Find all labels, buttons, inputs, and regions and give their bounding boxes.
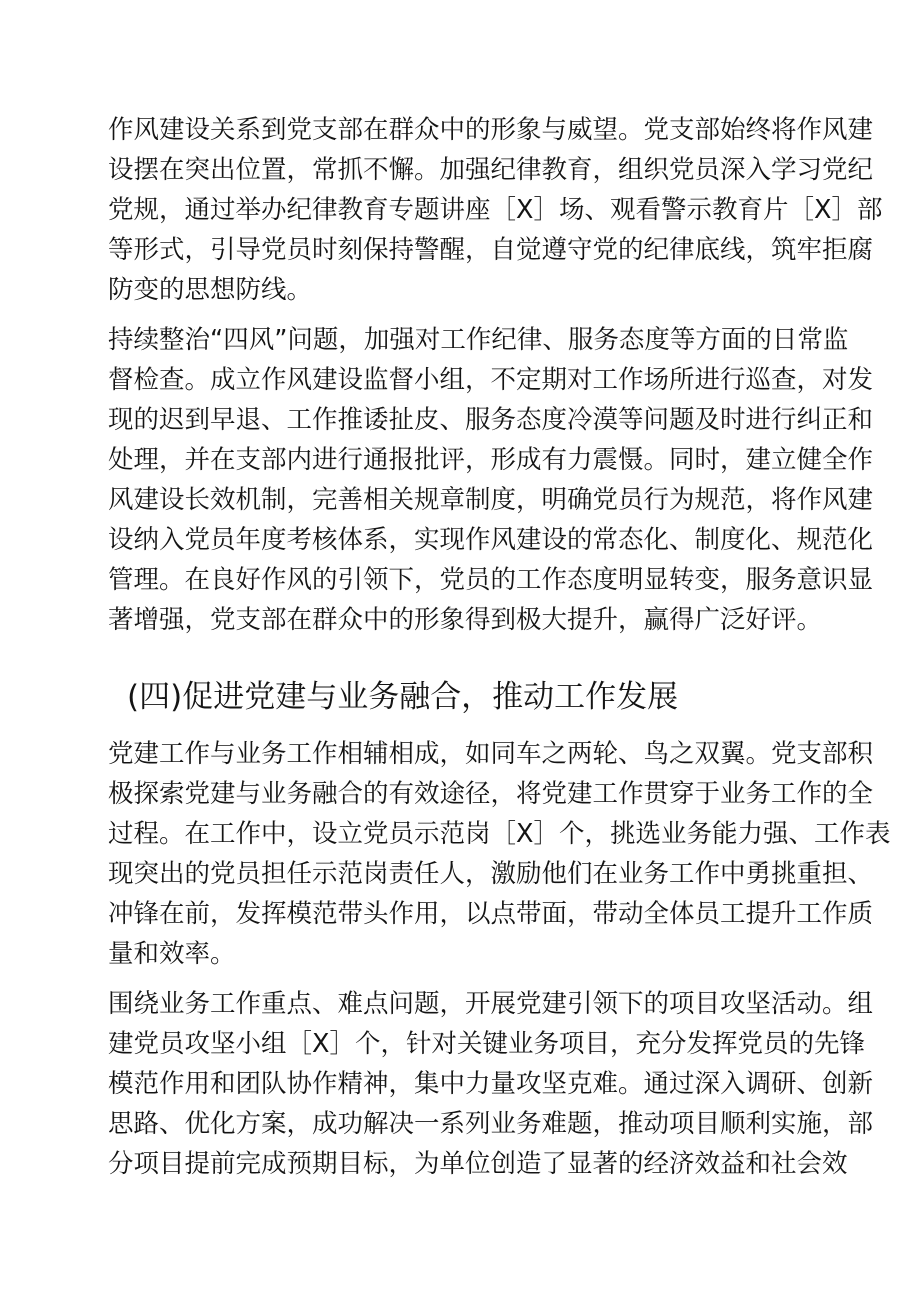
text-line: 著增强，党支部在群众中的形象得到极大提升，赢得广泛好评。	[108, 605, 823, 635]
paragraph-four-winds	[108, 320, 873, 640]
text-line: 作风建设关系到党支部在群众中的形象与威望。党支部始终将作风建	[108, 115, 874, 145]
text-line: 设摆在突出位置，常抓不懈。加强纪律教育，组织党员深入学习党纪	[108, 155, 874, 185]
text-line: 党规，通过举办纪律教育专题讲座［X］场、观看警示教育片［X］部	[108, 195, 883, 225]
text-line: 等形式，引导党员时刻保持警醒，自觉遵守党的纪律底线，筑牢拒腐	[108, 235, 874, 265]
text-line: 模范作用和团队协作精神，集中力量攻坚克难。通过深入调研、创新	[108, 1069, 874, 1099]
text-line: 过程。在工作中，设立党员示范岗［X］个，挑选业务能力强、工作表	[108, 819, 891, 849]
text-line: 冲锋在前，发挥模范带头作用，以点带面，带动全体员工提升工作质	[108, 899, 874, 929]
text-line: 风建设长效机制，完善相关规章制度，明确党员行为规范，将作风建	[108, 485, 874, 515]
paragraph-project-tackling	[108, 984, 873, 1184]
section-heading: (四)促进党建与业务融合，推动工作发展	[127, 679, 679, 715]
text-line: 处理，并在支部内进行通报批评，形成有力震慑。同时，建立健全作	[108, 445, 874, 475]
text-line: 分项目提前完成预期目标，为单位创造了显著的经济效益和社会效	[108, 1149, 848, 1179]
paragraph-conduct-discipline	[108, 110, 882, 310]
text-line: 极探索党建与业务融合的有效途径，将党建工作贯穿于业务工作的全	[108, 779, 874, 809]
text-line: 围绕业务工作重点、难点问题，开展党建引领下的项目攻坚活动。组	[108, 989, 874, 1019]
text-line: 管理。在良好作风的引领下，党员的工作态度明显转变，服务意识显	[108, 565, 874, 595]
text-line: 党建工作与业务工作相辅相成，如同车之两轮、鸟之双翼。党支部积	[108, 739, 874, 769]
text-line: 持续整治“四风”问题，加强对工作纪律、服务态度等方面的日常监	[108, 325, 849, 355]
text-line: 量和效率。	[108, 939, 236, 969]
paragraph-party-business-integration	[108, 734, 890, 974]
text-line: 现的迟到早退、工作推诿扯皮、服务态度冷漠等问题及时进行纠正和	[108, 405, 874, 435]
text-line: 思路、优化方案，成功解决一系列业务难题，推动项目顺利实施，部	[108, 1109, 874, 1139]
text-line: 设纳入党员年度考核体系，实现作风建设的常态化、制度化、规范化	[108, 525, 874, 555]
text-line: 督检查。成立作风建设监督小组，不定期对工作场所进行巡查，对发	[108, 365, 874, 395]
text-line: 现突出的党员担任示范岗责任人，激励他们在业务工作中勇挑重担、	[108, 859, 874, 889]
text-line: 建党员攻坚小组［X］个，针对关键业务项目，充分发挥党员的先锋	[108, 1029, 865, 1059]
text-line: 防变的思想防线。	[108, 275, 313, 305]
